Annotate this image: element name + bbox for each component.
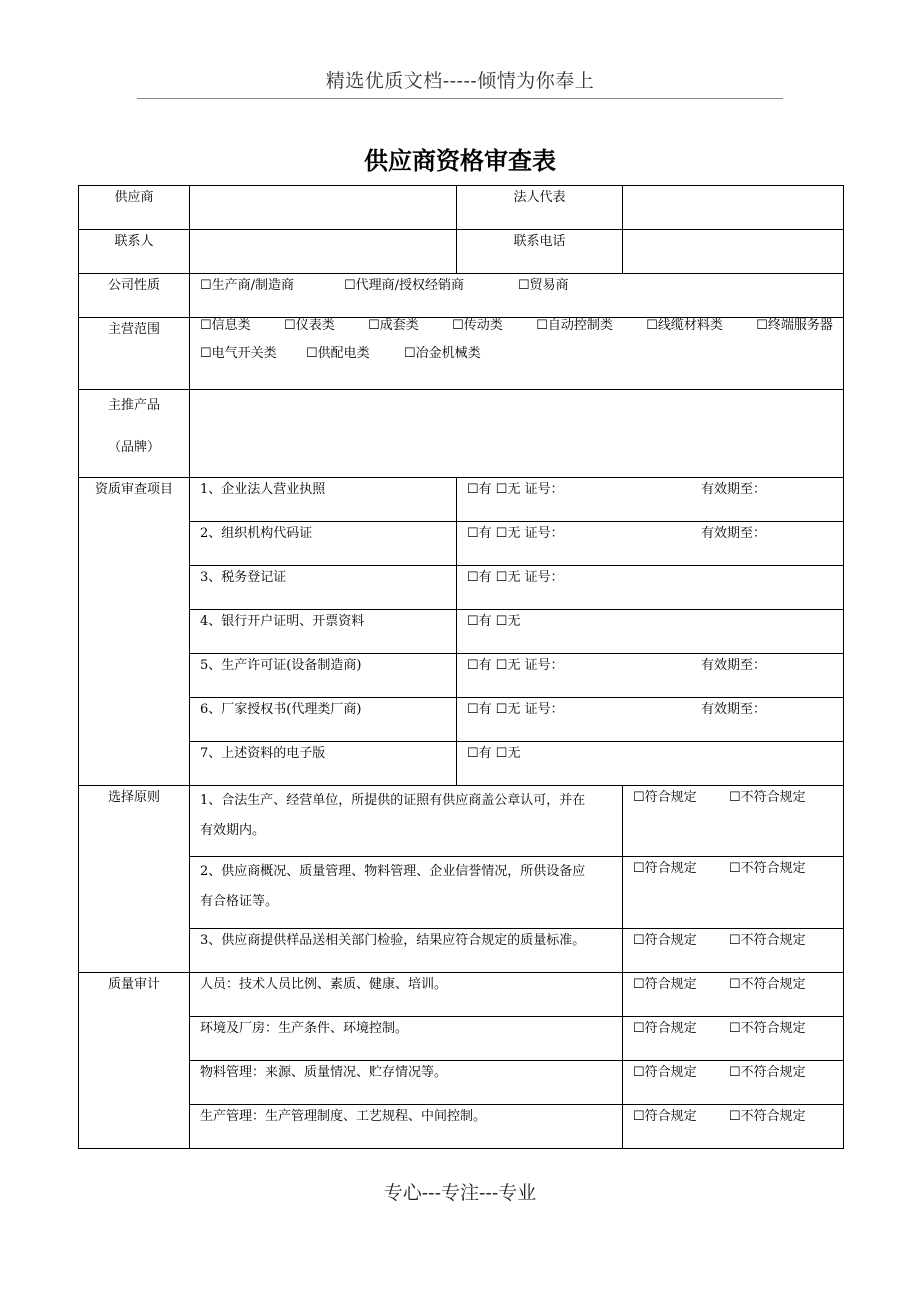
selection-label: 选择原则: [79, 786, 190, 973]
checkbox-nonconform[interactable]: ☐不符合规定: [729, 861, 806, 876]
scope-label: 主营范围: [79, 318, 190, 390]
page-footer: 专心---专注---专业: [383, 1182, 537, 1204]
qual-item-name: 1、企业法人营业执照: [190, 478, 457, 522]
audit-conform: [623, 1061, 844, 1105]
selection-conform: [623, 786, 844, 857]
checkbox-conform[interactable]: ☐符合规定: [633, 977, 697, 992]
products-field[interactable]: [190, 390, 844, 478]
checkbox-conform[interactable]: ☐符合规定: [633, 1109, 697, 1124]
checkbox-complete-set[interactable]: ☐成套类: [368, 318, 419, 333]
company-type-options: [190, 274, 844, 318]
qual-item-check[interactable]: [457, 698, 844, 742]
checkbox-conform[interactable]: ☐符合规定: [633, 1021, 697, 1036]
checkbox-nonconform[interactable]: ☐不符合规定: [729, 790, 806, 805]
contact-label: 联系人: [79, 230, 190, 274]
contact-field[interactable]: [190, 230, 457, 274]
qual-item-check[interactable]: [457, 478, 844, 522]
supplier-label: 供应商: [79, 186, 190, 230]
company-type-label: 公司性质: [79, 274, 190, 318]
products-label-line2: （品牌）: [107, 440, 160, 455]
checkbox-info[interactable]: ☐信息类: [200, 318, 251, 333]
checkbox-drive[interactable]: ☐传动类: [452, 318, 503, 333]
qual-item-check-text: ☐有 ☐无 证号：: [467, 658, 564, 673]
checkbox-terminal-server[interactable]: ☐终端服务器: [756, 318, 833, 333]
qual-item-check[interactable]: [457, 610, 844, 654]
checkbox-agent[interactable]: ☐代理商/授权经销商: [344, 278, 465, 293]
qual-item-name: 4、银行开户证明、开票资料: [190, 610, 457, 654]
qual-item-valid: 有效期至：: [701, 658, 767, 673]
checkbox-electrical-switch[interactable]: ☐电气开关类: [200, 346, 277, 361]
selection-item-line: 1、合法生产、经营单位，所提供的证照有供应商盖公章认可，并在: [200, 793, 586, 808]
checkbox-manufacturer[interactable]: ☐生产商/制造商: [200, 278, 295, 293]
supplier-field[interactable]: [190, 186, 457, 230]
header-divider: [137, 98, 783, 99]
selection-conform: [623, 929, 844, 973]
qual-item-check[interactable]: [457, 654, 844, 698]
checkbox-power-distribution[interactable]: ☐供配电类: [306, 346, 370, 361]
checkbox-nonconform[interactable]: ☐不符合规定: [729, 1065, 806, 1080]
qual-item-check-text: ☐有 ☐无: [467, 614, 521, 629]
qual-item-name: 2、组织机构代码证: [190, 522, 457, 566]
qual-item-name: 3、税务登记证: [190, 566, 457, 610]
audit-conform: [623, 1017, 844, 1061]
form-title: 供应商资格审查表: [364, 146, 556, 175]
qual-item-name: 6、厂家授权书(代理类厂商): [190, 698, 457, 742]
checkbox-automation[interactable]: ☐自动控制类: [536, 318, 613, 333]
qualification-label: 资质审查项目: [79, 478, 190, 786]
checkbox-conform[interactable]: ☐符合规定: [633, 790, 697, 805]
checkbox-cable[interactable]: ☐线缆材料类: [646, 318, 723, 333]
legal-rep-label: 法人代表: [457, 186, 623, 230]
checkbox-conform[interactable]: ☐符合规定: [633, 933, 697, 948]
audit-item: 物料管理：来源、质量情况、贮存情况等。: [190, 1061, 623, 1105]
phone-label: 联系电话: [457, 230, 623, 274]
qual-item-name: 5、生产许可证(设备制造商): [190, 654, 457, 698]
audit-item: 环境及厂房：生产条件、环境控制。: [190, 1017, 623, 1061]
qual-item-valid: 有效期至：: [701, 702, 767, 717]
audit-conform: [623, 973, 844, 1017]
qual-item-check-text: ☐有 ☐无: [467, 746, 521, 761]
audit-item: 生产管理：生产管理制度、工艺规程、中间控制。: [190, 1105, 623, 1149]
checkbox-conform[interactable]: ☐符合规定: [633, 1065, 697, 1080]
legal-rep-field[interactable]: [623, 186, 844, 230]
qual-item-check[interactable]: [457, 742, 844, 786]
selection-item-line: 有合格证等。: [200, 894, 279, 909]
qual-item-check-text: ☐有 ☐无 证号：: [467, 702, 564, 717]
audit-conform: [623, 1105, 844, 1149]
qual-item-check-text: ☐有 ☐无 证号：: [467, 526, 564, 541]
checkbox-nonconform[interactable]: ☐不符合规定: [729, 977, 806, 992]
supplier-qualification-table: [78, 185, 844, 1149]
checkbox-trader[interactable]: ☐贸易商: [518, 278, 569, 293]
selection-item: [190, 929, 623, 973]
qual-item-check-text: ☐有 ☐无 证号：: [467, 482, 564, 497]
products-label: [79, 390, 190, 478]
selection-conform: [623, 857, 844, 929]
selection-item: [190, 786, 623, 857]
products-label-line1: 主推产品: [107, 398, 160, 413]
selection-item: [190, 857, 623, 929]
audit-item: 人员：技术人员比例、素质、健康、培训。: [190, 973, 623, 1017]
phone-field[interactable]: [623, 230, 844, 274]
scope-options: [190, 318, 844, 390]
qual-item-check[interactable]: [457, 522, 844, 566]
qual-item-valid: 有效期至：: [701, 482, 767, 497]
checkbox-nonconform[interactable]: ☐不符合规定: [729, 1021, 806, 1036]
checkbox-metallurgy[interactable]: ☐冶金机械类: [404, 346, 481, 361]
selection-item-line: 2、供应商概况、质量管理、物料管理、企业信誉情况，所供设备应: [200, 864, 586, 879]
checkbox-conform[interactable]: ☐符合规定: [633, 861, 697, 876]
qual-item-check-text: ☐有 ☐无 证号：: [467, 570, 564, 585]
checkbox-instrument[interactable]: ☐仪表类: [284, 318, 335, 333]
qual-item-name: 7、上述资料的电子版: [190, 742, 457, 786]
checkbox-nonconform[interactable]: ☐不符合规定: [729, 1109, 806, 1124]
selection-item-line: 3、供应商提供样品送相关部门检验，结果应符合规定的质量标准。: [200, 933, 586, 948]
qual-item-check[interactable]: [457, 566, 844, 610]
qual-item-valid: 有效期至：: [701, 526, 767, 541]
checkbox-nonconform[interactable]: ☐不符合规定: [729, 933, 806, 948]
selection-item-line: 有效期内。: [200, 823, 266, 838]
audit-label: 质量审计: [79, 973, 190, 1149]
page-header: 精选优质文档-----倾情为你奉上: [325, 70, 595, 92]
